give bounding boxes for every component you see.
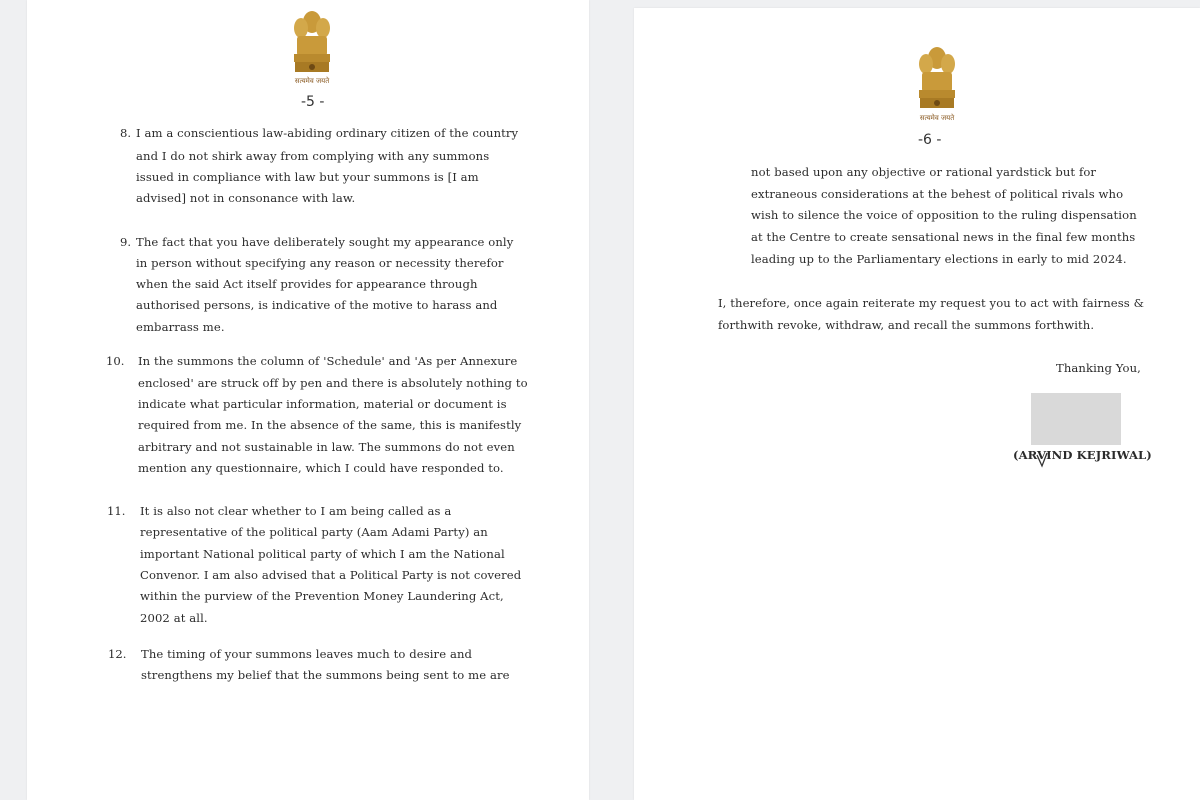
closing-line-2: forthwith revoke, withdraw, and recall the summons forthwith. — [718, 318, 1095, 332]
paragraph-8-number: 8. — [120, 126, 132, 140]
paragraph-10-number: 10. — [106, 354, 125, 368]
signatory-name: (ARVIND KEJRIWAL) — [1013, 448, 1152, 462]
emblem-caption: सत्यमेव जयते — [919, 114, 955, 122]
paragraph-11-line-1: It is also not clear whether to I am being called as a — [140, 504, 452, 518]
continuation-line-5: leading up to the Parliamentary elections in early to mid 2024. — [751, 252, 1127, 266]
continuation-line-2: extraneous considerations at the behest of political rivals who — [751, 187, 1124, 201]
paragraph-11-line-5: within the purview of the Prevention Money Laundering Act, — [140, 589, 504, 603]
paragraph-11-line-4: Convenor. I am also advised that a Political Party is not covered — [140, 568, 522, 582]
paragraph-11-number: 11. — [107, 504, 126, 518]
paragraph-11-line-3: important National political party of which I am the National — [140, 547, 505, 561]
paragraph-8-line-1: I am a conscientious law-abiding ordinary citizen of the country — [136, 126, 519, 140]
continuation-line-3: wish to silence the voice of opposition to the ruling dispensation — [751, 208, 1137, 222]
paragraph-12-line-2: strengthens my belief that the summons being sent to me are — [141, 668, 510, 682]
continuation-line-1: not based upon any objective or rational yardstick but for — [751, 165, 1097, 179]
paragraph-9-line-2: in person without specifying any reason or necessity therefor — [136, 256, 504, 270]
thanking-text: Thanking You, — [1056, 361, 1141, 375]
national-emblem-icon — [291, 8, 333, 74]
paragraph-10-line-1: In the summons the column of 'Schedule' and 'As per Annexure — [138, 354, 518, 368]
paragraph-8-line-2: and I do not shirk away from complying with any summons — [136, 149, 490, 163]
paragraph-9-number: 9. — [120, 235, 132, 249]
paragraph-10-line-5: arbitrary and not sustainable in law. The summons do not even — [138, 440, 515, 454]
paragraph-9-line-3: when the said Act itself provides for appearance through — [136, 277, 478, 291]
paragraph-10-line-4: required from me. In the absence of the same, this is manifestly — [138, 418, 522, 432]
paragraph-10-line-6: mention any questionnaire, which I could have responded to. — [138, 461, 504, 475]
paragraph-10-line-3: indicate what particular information, material or document is — [138, 397, 507, 411]
paragraph-12-number: 12. — [108, 647, 127, 661]
emblem-caption: सत्यमेव जयते — [294, 77, 330, 85]
closing-line-1: I, therefore, once again reiterate my request you to act with fairness & — [718, 296, 1145, 310]
paragraph-8-line-3: issued in compliance with law but your summons is [I am — [136, 170, 479, 184]
national-emblem-icon — [916, 44, 958, 110]
continuation-line-4: at the Centre to create sensational news in the final few months — [751, 230, 1136, 244]
paragraph-9-line-1: The fact that you have deliberately sought my appearance only — [136, 235, 514, 249]
paragraph-11-line-2: representative of the political party (Aam Adami Party) an — [140, 525, 488, 539]
page-number: -5 - — [301, 94, 325, 110]
paragraph-9-line-5: embarrass me. — [136, 320, 225, 334]
document-page-5 — [27, 0, 589, 800]
document-page-6 — [634, 8, 1200, 800]
paragraph-9-line-4: authorised persons, is indicative of the motive to harass and — [136, 298, 498, 312]
page-number: -6 - — [918, 132, 942, 148]
paragraph-10-line-2: enclosed' are struck off by pen and there is absolutely nothing to — [138, 376, 528, 390]
paragraph-11-line-6: 2002 at all. — [140, 611, 208, 625]
paragraph-8-line-4: advised] not in consonance with law. — [136, 191, 356, 205]
redacted-signature — [1031, 393, 1121, 445]
paragraph-12-line-1: The timing of your summons leaves much to desire and — [141, 647, 473, 661]
